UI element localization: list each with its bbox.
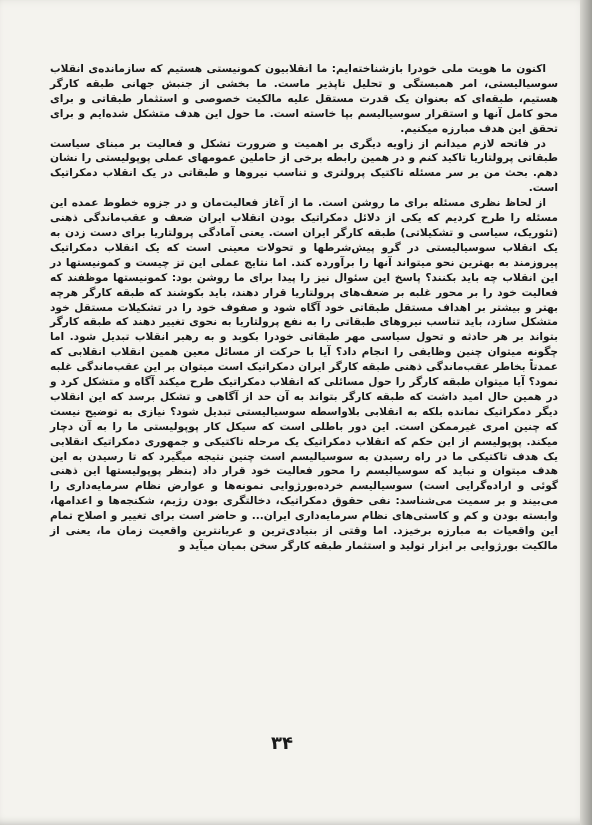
page-number: ۳۴ (271, 733, 293, 754)
book-spine-shadow (580, 0, 592, 825)
paragraph: اکنون ما هویت ملی خودرا بازشناخته‌ایم: ما انقلابیون کمونیستی هستیم که سازمانده‌ی انقلاب سوسیالیستی، امر همبستگی و تحلیل ناپذیر ماست. ما بخشی از جنبش جهانی طبقه کارگر هستیم، طبقه‌ای که بعنوان یک قدرت مستقل علیه مالکیت خصوصی و استثمار طبقاتی و برای محو کامل آنها و استقرار سوسیالیسم بپا خاسته است. ما حول این هدف متشکل شده‌ایم و برای تحقق این هدف مبارزه میکنیم. (50, 63, 558, 135)
paragraph: از لحاظ نظری مسئله برای ما روشن است. ما از آغاز فعالیت‌مان و در جزوه خطوط عمده این مسئله را طرح کردیم که یکی از دلائل دمکراتیک بودن انقلاب ایران ضعف و عقب‌ماندگی ذهنی (تئوریک، سیاسی و تشکیلاتی) طبقه کارگر ایران است. یعنی آمادگی پرولتاریا برای دست زدن به یک انقلاب سوسیالیستی در گرو پیش‌شرطها و تحولات معینی است که یک انقلاب دمکراتیک پیروزمند به بهترین نحو میتواند آنها را برآورده کند. اما نتایج عملی این تز چیست و کمونیستها در این انقلاب چه باید بکنند؟ پاسخ این سئوال نیز را پیدا برای ما روشن بود: کمونیستها موظفند که فعالیت خود را بر محور غلبه بر ضعف‌های پرولتاریا قرار دهند، باید بکوشند که طبقه کارگر هرچه بهتر و بیشتر بر اهداف مستقل طبقاتی خود آگاه شود و صفوف خود را در تشکیلات مستقل خود متشکل سازد، باید تناسب نیروهای طبقاتی را به نفع پرولتاریا به نحوی تغییر دهند که طبقه کارگر بتواند بر هر حادثه و تحول سیاسی مهر طبقاتی خودرا بکوبد و به رهبر انقلاب تبدیل شود. اما چگونه میتوان چنین وظایفی را انجام داد؟ آیا با حرکت از مسائل معین همین انقلاب انقلابی که عمدتاً بخاطر عقب‌ماندگی ذهنی طبقه کارگر ایران دمکراتیک است میتوان بر این عقب‌ماندگی غلبه نمود؟ آیا میتوان طبقه کارگر را حول مسائلی که انقلاب دمکراتیک طرح میکند آگاه و متشکل کرد و در همین حال امید داشت که طبقه کارگر بتواند به آن حد از آگاهی و تشکل برسد که این انقلاب دیگر دمکراتیک نمانده بلکه به انقلابی بلاواسطه سوسیالیستی تبدیل شود؟ نیازی به توضیح نیست که چنین امری غیرممکن است. این دور باطلی است که سیکل کار پوپولیستی ما را به آن دچار میکند. پوپولیسم از این حکم که انقلاب دمکراتیک یک مرحله تاکتیکی و جمهوری دمکراتیک انقلابی یک هدف تاکتیکی ما در راه رسیدن به سوسیالیسم است چنین نتیجه میگیرد که تا رسیدن به این هدف میتوان و نباید که سوسیالیسم را محور فعالیت خود قرار داد (بنظر پوپولیستها این ذهنی گوئی و اراده‌گرایی است) سوسیالیسم خرده‌بورژوایی نمونه‌ها و عوارض نظام سرمایه‌داری را می‌بیند و بر سمیت می‌شناسد: نفی حقوق دمکراتیک، دخالتگری بودن رژیم، شکنجه‌ها و اعدامها، وابسته بودن و کم و کاستی‌های نظام سرمایه‌داری ایران... و حاضر است برای تغییر و اصلاح تمام این واقعیات به مبارزه برخیزد. اما وقتی از بنیادی‌ترین و عریانترین واقعیت زمان ما، یعنی از مالکیت بورژوایی بر ابزار تولید و استثمار طبقه کارگر سخن بمیان میآید و (50, 197, 558, 552)
body-text (50, 62, 558, 554)
paragraph: در فاتحه لازم میدانم از زاویه دیگری بر اهمیت و ضرورت تشکل و فعالیت بر مبنای سیاست طبقاتی پرولتاریا تاکید کنم و در همین رابطه برخی از حاملین عمومهای عملی پوپولیستی را نشان دهم. بحث من بر سر مسئله تاکتیک پرولتری و تناسب نیروها و طبقاتی در یک انقلاب دمکراتیک است. (50, 137, 558, 195)
